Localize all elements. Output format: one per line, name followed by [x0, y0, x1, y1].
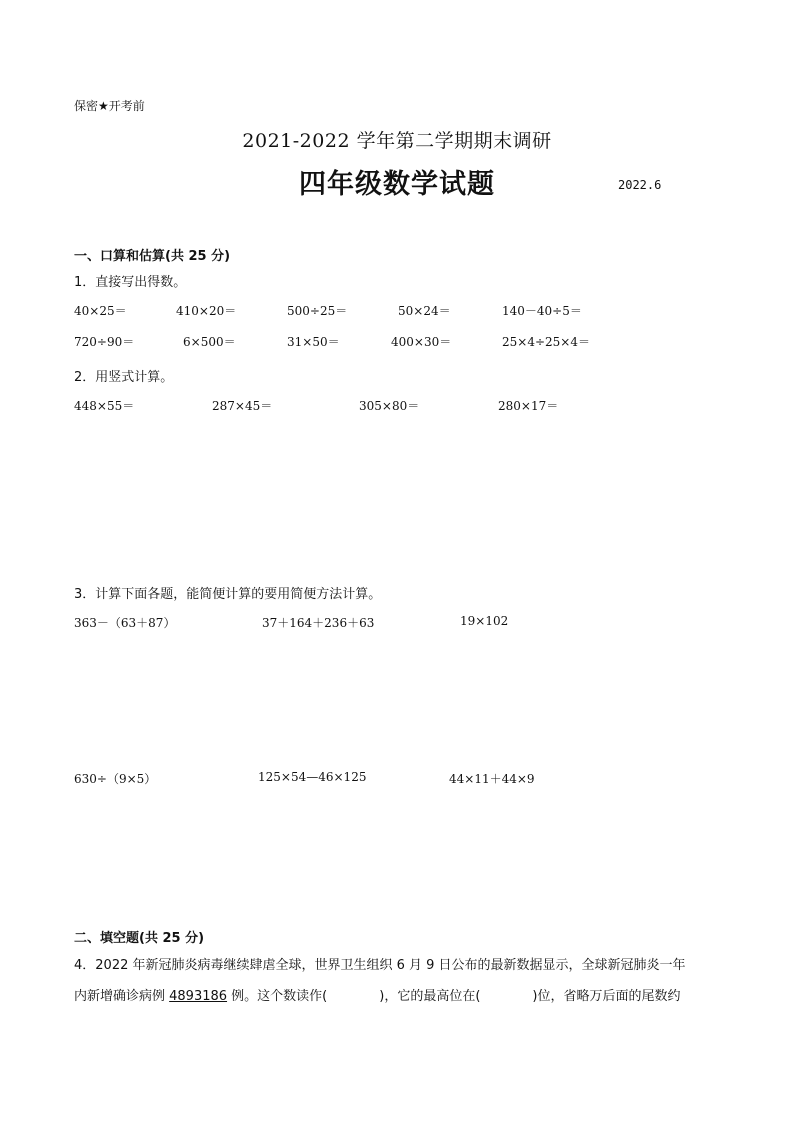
- section1-heading: 一、口算和估算(共 25 分): [74, 249, 231, 264]
- q2-c2: 287×45＝: [212, 399, 273, 413]
- q3-r2-c3: 44×11＋44×9: [449, 772, 535, 786]
- exam-title-line2: 四年级数学试题: [299, 169, 495, 200]
- q3-r2-c1: 630÷（9×5）: [74, 772, 157, 786]
- q1-label: 1．直接写出得数。: [74, 275, 187, 290]
- q4-line1: 4．2022 年新冠肺炎病毒继续肆虐全球，世界卫生组织 6 月 9 日公布的最新数据显示，全球新冠肺炎一年: [74, 958, 686, 973]
- confidential-label: 保密★开考前: [74, 99, 145, 113]
- q3-r1-c3: 19×102: [460, 614, 509, 628]
- q2-c1: 448×55＝: [74, 399, 135, 413]
- q1-r1-c3: 500÷25＝: [287, 304, 348, 318]
- q4-line2-text-c: )，它的最高位在(: [379, 989, 481, 1004]
- q1-r1-c4: 50×24＝: [398, 304, 451, 318]
- q2-c3: 305×80＝: [359, 399, 420, 413]
- q1-r2-c3: 31×50＝: [287, 335, 340, 349]
- q2-c4: 280×17＝: [498, 399, 559, 413]
- q4-line2-text-d: )位，省略万后面的尾数约: [532, 989, 681, 1004]
- exam-date: 2022.6: [618, 178, 662, 192]
- q3-label: 3．计算下面各题，能简便计算的要用简便方法计算。: [74, 587, 382, 602]
- q4-line2: [74, 990, 681, 1003]
- q1-r1-c2: 410×20＝: [176, 304, 237, 318]
- q1-r2-c2: 6×500＝: [183, 335, 236, 349]
- q3-r1-c1: 363－（63＋87）: [74, 616, 176, 630]
- q3-r1-c2: 37＋164＋236＋63: [262, 616, 375, 630]
- q1-r2-c5: 25×4÷25×4＝: [502, 335, 590, 349]
- q4-line2-text-b: 例。这个数读作(: [227, 989, 328, 1004]
- exam-title-line1: 2021-2022 学年第二学期期末调研: [242, 130, 552, 152]
- q3-r2-c2: 125×54—46×125: [258, 770, 367, 784]
- q1-r2-c4: 400×30＝: [391, 335, 452, 349]
- section2-heading: 二、填空题(共 25 分): [74, 931, 205, 946]
- q1-r1-c5: 140－40÷5＝: [502, 304, 582, 318]
- q1-r1-c1: 40×25＝: [74, 304, 127, 318]
- q2-label: 2．用竖式计算。: [74, 370, 174, 385]
- q4-line2-text-a: 内新增确诊病例: [74, 989, 170, 1004]
- q4-case-count: 4893186: [169, 989, 228, 1004]
- q1-r2-c1: 720÷90＝: [74, 335, 135, 349]
